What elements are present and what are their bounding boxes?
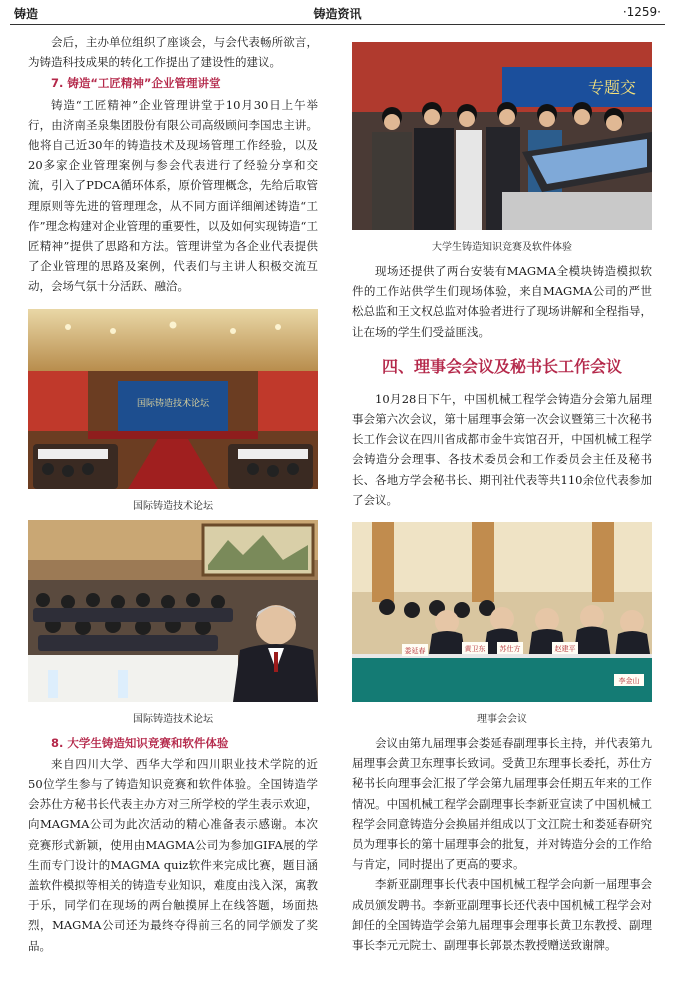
photo-council-meeting	[352, 522, 652, 702]
paragraph-appointment-letters: 李新亚副理事长代表中国机械工程学会向新一届理事会成员颁发聘书。李新亚副理事长还代表中国机械工程学会对卸任的全国铸造学会第九届理事会理事长黄卫东教授、副理事长李元元院士、副理事长郭景杰教授赠送致谢牌。	[352, 877, 652, 953]
paragraph-intro: 会后，主办单位组织了座谈会，与会代表畅所欲言，为铸造科技成果的转化工作提出了建设性的建议。	[28, 35, 318, 70]
paragraph-student-contest: 来自四川大学、西华大学和四川职业技术学院的近50位学生参与了铸造知识竞赛和软件体验。全国铸造学会苏仕方秘书长代表主办方对三所学校的学生表示欢迎，向MAGMA公司为此次活动的精心准备表示感谢。本次竞赛形式新颖，使用由MAGMA公司为参加GIFA展的学生而专门设计的MAGMA quiz软件来完成比赛，题目涵盖软件模拟等相关的铸造专业知识，难度由浅入深，寓教于乐，同学们在现场的两台触摸屏上在线答题，场面热烈，MAGMA公司还为最终夺得前三名的同学颁发了奖品。	[28, 756, 318, 953]
forum-audience-image	[28, 520, 318, 702]
paragraph-magma-workstations: 现场还提供了两台安装有MAGMA全模块铸造模拟软件的工作站供学生们现场体验，来自MAGMA公司的严世松总监和王文权总监对体验者进行了现场讲解和全程指导，让在场的学生们受益匪浅。	[352, 264, 652, 339]
journal-name: 铸造	[14, 7, 39, 21]
heading-council-meeting: 四、理事会会议及秘书长工作会议	[381, 356, 622, 376]
nameplate: 黄卫东	[464, 645, 486, 654]
caption-council-meeting: 理事会会议	[477, 714, 527, 726]
paragraph-council-meeting-proceedings: 会议由第九届理事会娄延春副理事长主持，并代表第九届理事会黄卫东理事长致词。受黄卫东理事长委托，苏仕方秘书长向理事会汇报了学会第九届理事会任期五年来的工作情况。中国机械工程学会副理事长李新亚宣读了中国机械工程学会同意铸造分会换届并组成以丁文江院士和娄延春研究员为理事长的第十届理事会的批复，并对铸造分会的工作给与肯定，同时提出了更高的要求。	[352, 736, 652, 872]
paragraph-council-meeting-intro: 10月28日下午，中国机械工程学会铸造分会第九届理事会第六次会议，第十届理事会第一次会议暨第三十次秘书长工作会议在四川省成都市金牛宾馆召开，中国机械工程学会铸造分会理事、各技术委员会和工作委员会主任及秘书长、各地方学会秘书长、期刊社代表等共110余位代表参加了会议。	[352, 391, 652, 507]
photo-forum-audience	[28, 520, 318, 702]
nameplate: 娄延春	[404, 647, 426, 656]
photo-forum-stage	[28, 309, 318, 489]
nameplate: 赵建平	[554, 645, 576, 654]
heading-craftsman-lecture: 7. 铸造“工匠精神”企业管理讲堂	[51, 76, 221, 91]
caption-student-contest: 大学生铸造知识竞赛及软件体验	[432, 242, 572, 253]
stage-banner: 国际铸造技术论坛	[136, 398, 210, 409]
page-header	[10, 0, 665, 25]
nameplate: 苏仕方	[499, 645, 521, 654]
caption-forum-2: 国际铸造技术论坛	[133, 713, 213, 725]
paragraph-craftsman-lecture: 铸造“工匠精神”企业管理讲堂于10月30日上午举行，由济南圣泉集团股份有限公司高级顾问李国忠主讲。他将自己近30年的铸造技术及现场管理工作经验，以及20多家企业管理案例与参会代表进行了经验分享和交流，引入了PDCA循环体系，原价管理概念，先给后取管理原则等先进的管理理念，从不同方面详细阐述铸造“工作”理念构建对企业管理的重要性，以及如何实现铸造“工匠精神”提供了思路和方法。管理讲堂为各企业代表提供了企业管理的思路及案例，代表们与主讲人积极交流互动，会场气氛十分活跃、融洽。	[28, 97, 318, 294]
left-column	[28, 32, 318, 956]
forum-stage-image	[28, 309, 318, 489]
council-meeting-image	[352, 522, 652, 702]
nameplate: 李金山	[618, 677, 640, 686]
page-number: ·1259·	[622, 5, 661, 19]
section-name: 铸造资讯	[313, 7, 362, 21]
meeting-table	[352, 654, 652, 702]
heading-student-contest: 8. 大学生铸造知识竞赛和软件体验	[51, 735, 229, 750]
right-column	[352, 32, 652, 955]
caption-forum-1: 国际铸造技术论坛	[133, 500, 213, 512]
photo-student-contest	[352, 42, 652, 230]
student-contest-image	[352, 42, 652, 230]
banner-text: 专题交	[587, 78, 637, 97]
